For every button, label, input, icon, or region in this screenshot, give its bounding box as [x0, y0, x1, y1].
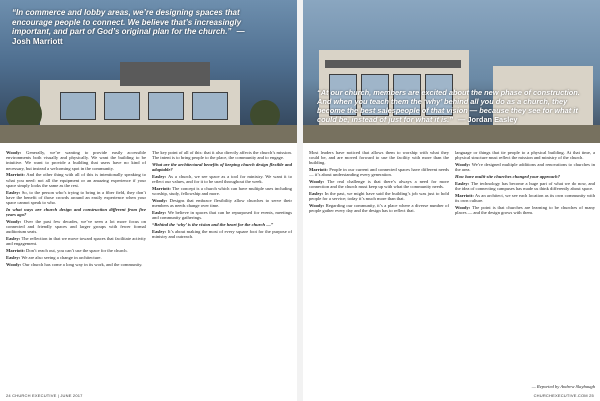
speaker-name: Marriott:	[152, 186, 171, 191]
right-pull-quote	[317, 88, 587, 124]
paragraph-text: Over the past few decades, we’ve seen a lot more focus on connected and friendly spaces and larger groups with fewer formal auditorium seats.	[6, 218, 146, 235]
paragraph-text: Generally, we’re wanting to provide easily accessible environments both visually and physically. We want the building to be intuitive. We want to provide a building that users have no kind of necessary, but instead a welcoming spot in the community.	[6, 150, 146, 171]
paragraph-text: We are also seeing a change in architecture.	[21, 254, 102, 260]
speaker-name: Woody:	[455, 162, 471, 167]
paragraph-text: Our church has come a long way in its work, and the community.	[22, 261, 143, 267]
speaker-name: Marriott:	[6, 248, 25, 254]
paragraph	[152, 186, 292, 196]
paragraph-text: Don’t reach out, you can’t use the space for the church.	[26, 248, 128, 254]
left-column-1	[6, 150, 146, 390]
paragraph	[152, 210, 292, 220]
speaker-name: Easley:	[6, 236, 21, 242]
paragraph	[455, 205, 595, 215]
paragraph	[152, 174, 292, 184]
paragraph	[309, 191, 449, 201]
speaker-name: Woody:	[152, 198, 168, 203]
left-quote-text: “In commerce and lobby areas, we’re designing spaces that encourage people to connect. We believe that’s increasingly important, and part of God’s original plan for the church.”	[12, 8, 242, 36]
left-photo	[0, 0, 297, 143]
right-photo	[303, 0, 600, 143]
right-quote-attribution: — Jordan Easley	[457, 115, 518, 124]
paragraph	[6, 255, 146, 260]
paragraph-text: It’s about making the most of every square foot for the purpose of ministry and outreach.	[152, 228, 292, 239]
right-column-1	[309, 150, 449, 390]
paragraph	[6, 219, 146, 235]
paragraph	[6, 236, 146, 246]
paragraph-text: We believe in spaces that can be repurposed for events, meetings and community gatherings.	[152, 210, 292, 221]
paragraph	[152, 198, 292, 208]
left-column-2	[152, 150, 292, 390]
speaker-name: Marriott:	[6, 172, 25, 178]
paragraph	[309, 150, 449, 166]
paragraph-text: The concept is a church which can have multiple uses including worship, study, fellowship and more.	[152, 186, 292, 197]
paragraph-text: language or things that tie people to a physical building. At that time, a physical structure must reflect the mission and ministry of the church.	[455, 150, 595, 161]
speaker-name: Easley:	[455, 180, 470, 186]
paragraph-text: People in our current and connected spaces have different needs — it’s about understanding every generation.	[309, 167, 449, 178]
paragraph-text: We’re designed multiple additions and renovations to churches in the area.	[455, 162, 595, 173]
paragraph	[6, 262, 146, 267]
left-quote-attribution: — Josh Marriott	[12, 27, 245, 46]
byline: — Reported by Andrew Slaybaugh	[531, 384, 595, 389]
folio-right: CHURCHEXECUTIVE.COM 25	[533, 393, 594, 398]
paragraph-text: Most leaders have noticed that allows them to worship with what they could be, and are moved forward to use the facility with more than the building.	[309, 150, 449, 166]
paragraph	[6, 172, 146, 188]
speaker-name: Marriott:	[309, 167, 328, 173]
question-heading: What are the architectural benefits of keeping church design flexible and adaptable?	[152, 162, 292, 173]
paragraph	[455, 181, 595, 191]
left-pull-quote	[12, 8, 262, 46]
paragraph-text: The point is that churches are learning to be churches of many places — and the design grows with them.	[455, 204, 595, 215]
paragraph-text: And the other thing with all of this is intentionally speaking to what you need: not all the equipment or an amazing experience if your space simply looks the same as the rest.	[6, 172, 146, 188]
paragraph-text: Designs that embrace flexibility allow churches to serve their members as needs change over time.	[152, 198, 292, 209]
speaker-name: Easley:	[152, 228, 167, 234]
speaker-name: Easley:	[152, 210, 167, 215]
right-column-2	[455, 150, 595, 382]
paragraph	[455, 193, 595, 203]
paragraph-text: The reflection in that we move toward spaces that facilitate activity and engagement.	[6, 236, 146, 247]
paragraph-text: Regarding our community, it’s a place where a diverse number of people gather every day and the design has to reflect that.	[309, 203, 449, 214]
paragraph-text: As a church, we see space as a tool for ministry. We want it to reflect our values, and for it to be used throughout the week.	[152, 174, 292, 185]
paragraph	[455, 150, 595, 160]
paragraph-text: The key point of all of this: that it also directly affects the church’s mission. The intent is to bring people to the place, the community and to engage.	[152, 150, 292, 161]
speaker-name: Marriott:	[455, 192, 474, 198]
speaker-name: Woody:	[309, 203, 325, 209]
speaker-name: Woody:	[309, 179, 325, 185]
speaker-name: Woody:	[6, 218, 22, 224]
speaker-name: Easley:	[6, 189, 21, 195]
speaker-name: Woody:	[6, 261, 22, 267]
speaker-name: Easley:	[152, 174, 167, 179]
paragraph	[309, 203, 449, 213]
folio-left: 24 CHURCH EXECUTIVE | JUNE 2017	[6, 393, 83, 398]
right-quote-text: “At our church, members are excited about the new phase of construction. And when you teach them the ‘why’ behind all you do as a church, they become the best salespeople of that vision — because they see for what it could be, instead of just for what it is.”	[317, 88, 580, 124]
question-heading: In what ways are church design and construction different from five years ago?	[6, 206, 146, 218]
speaker-name: Woody:	[6, 150, 22, 155]
paragraph	[6, 190, 146, 206]
paragraph	[455, 162, 595, 172]
paragraph-text: In the past, we might have said the building’s job was just to hold people for a service; today it’s much more than that.	[309, 191, 449, 202]
paragraph	[6, 248, 146, 253]
paragraph-text: So, to the person who’s trying to bring in a fiber field, they don’t have the benefit of those crowds around an easily experience when your space cannot speak to who.	[6, 189, 146, 206]
paragraph	[152, 229, 292, 239]
paragraph-text: The technology has become a huge part of what we do now, and the idea of connecting campuses has made us think differently about space.	[455, 180, 595, 191]
paragraph	[152, 150, 292, 160]
speaker-name: Easley:	[309, 191, 324, 197]
speaker-name: Easley:	[6, 254, 21, 260]
paragraph-text: The real challenge is that there’s always a need for more connection and the church must keep up with what the community needs.	[309, 179, 449, 190]
paragraph	[309, 179, 449, 189]
paragraph-text: As an architect, we see each location as its own community with its own culture.	[455, 192, 595, 203]
paragraph	[309, 167, 449, 177]
question-heading: How have multi-site churches changed your approach?	[455, 174, 560, 179]
question-heading: “Behind the ‘why’ is the vision and the heart for the church —”	[152, 222, 274, 227]
speaker-name: Woody:	[455, 204, 471, 210]
paragraph	[6, 150, 146, 171]
